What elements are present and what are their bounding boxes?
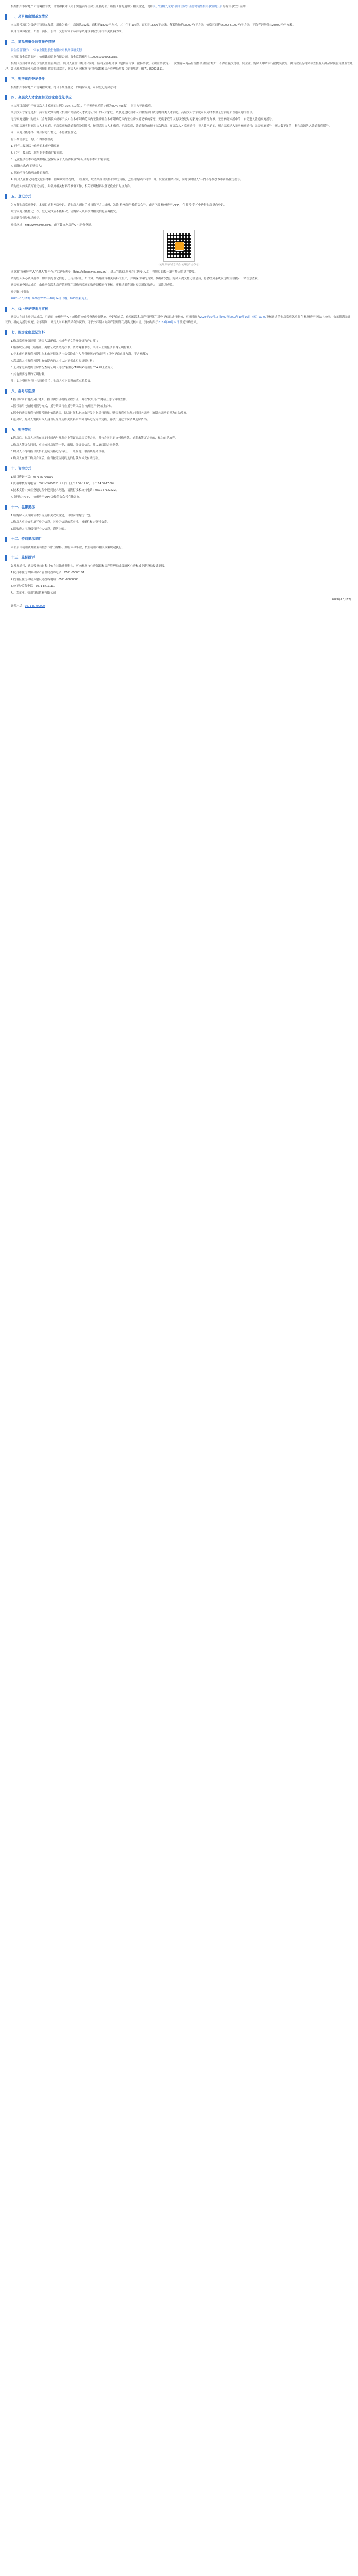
section-paragraph: A. 购房人在登记时提交虚假材料、隐瞒真实情况的，一经查实，取消其摇号资格和购房资格，已签订购房合同的，由开发企业解除合同，同时该购房人3年内不得参加本市商品住房摇号。 [11, 178, 243, 181]
section-paragraph: 请购房人务必认真仔细、如实填写登记信息，上传身份证、户口簿、结婚证等相关资料的照片，并确保资料的真实、准确和完整。购房人提交登记信息后，将会收到系统发送的短信提示，请注意查收。 [11, 277, 261, 280]
section-heading-s10: 十、咨询方式 [5, 466, 353, 471]
section-heading-s6: 六、线上登记查询与审核 [5, 307, 353, 312]
section-paragraph: 资金监管银行：中国农业银行股份有限公司杭州钱塘支行 [11, 49, 82, 52]
highlight-date: 2023年10月15日9:00至2023年10月16日（晚）17:00 [200, 316, 267, 319]
section-heading-s4: 四、高层次人才家庭和无房家庭优先供应 [5, 95, 353, 100]
section-paragraph: 本项目资金监管账户：杭州钱塘置业有限公司，资金监管账号为19020101040059887。 [11, 56, 120, 59]
intro-suffix: 的有关事宜公告如下： [222, 5, 251, 8]
section-paragraph: 1.杭州市住房保障和房产管理局投诉电话：0571-85000151 [11, 571, 85, 574]
app-logo-icon [175, 242, 184, 251]
section-paragraph: 6.其他需要提供的证明材料。 [11, 373, 47, 376]
qr-code-icon[interactable] [163, 230, 195, 262]
section-paragraph: 本次摇号项目为钱塘区钱塘九龙苑，用途为住宅，房源共192套，面积约18200平方米，其中住宅192套，面积约18200平方米。备案均价约28000元/平方米，价格区间约26000-31000元/平方米，平均毛坯均价约28000元/平方米。 [11, 24, 296, 27]
section-paragraph: 2.购房人应当如实填写登记信息，对登记信息的真实性、准确性和完整性负责。 [11, 521, 110, 524]
intro-link[interactable]: 关于“钱塘九龙苑”项目住房公证摇号销售相关事宜的公告 [153, 5, 223, 8]
section-paragraph: 高层次人才家庭是指：持有有效期内的《杭州市高层次人才认定证书》的人才家庭，以及通过杭州市人才服务部门认定的各类人才家庭。高层次人才家庭可以同时参加无房家庭和普通家庭的摇号。 [11, 111, 255, 114]
section-paragraph: 5.无房家庭须提供住房情况查询证明（可在“浙里办”APP或“杭州房产”APP上查询）； [11, 366, 115, 369]
paragraph-text: 购房人在线上登记完成后，可通过“杭州房产”APP或微信公众号查询登记状态。登记截止后，住房保障和房产管理部门对登记信息进行审核，审核时间为 [11, 316, 200, 319]
section-heading-s7: 七、购房家庭登记资料 [5, 330, 353, 335]
contact-line [5, 604, 353, 609]
paragraph-text: 前通知购房人。 [180, 321, 200, 324]
section-paragraph: 根据杭州市房地产市场调控政策，符合下列条件之一的购房家庭，可以登记购房意向： [11, 86, 119, 89]
contact-label: 联系电话： [11, 605, 25, 608]
section-paragraph: 2.钱塘区住房和城乡建设局投诉电话：0571-86888888 [11, 578, 79, 581]
intro-paragraph [5, 4, 353, 9]
section-paragraph: 1.选房后，购房人应当在规定时间内与开发企业签订商品房买卖合同，并按合同约定支付购房款。逾期未签订合同的，视为自动放弃。 [11, 437, 178, 440]
qr-caption: （杭州房地产信息平台“杭州房产”公众号） [157, 263, 201, 266]
section-heading-s3: 三、购房意向登记条件 [5, 77, 353, 82]
section-paragraph: 无需到售楼处现场登记。 [11, 217, 42, 220]
section-paragraph: 4.选房时，购房人需携带本人身份证原件及相关资料原件到现场进行资格复核，复核不通过的取消其选房资格。 [11, 418, 150, 421]
section-paragraph: 1.购房家庭身份证明（购房人及配偶、未成年子女的身份证和户口簿）； [11, 340, 100, 343]
section-paragraph: 1.摇号时间和地点另行通知，摇号由公证机构全程公证，并在“杭州房产”网站上进行网络直播。 [11, 398, 129, 401]
notice-page [0, 0, 358, 619]
section-paragraph [5, 315, 353, 325]
section-paragraph: 无房家庭是指：购房人（含配偶及未成年子女）在本市限购范围内无住房且在本市限购范围内无住房交易记录的家庭。无房家庭的认定以登记时的家庭住房情况为准。无房家庭未摇中的，自动进入普通家庭摇号。 [11, 118, 275, 121]
footer-date: 2023年10月12日 [332, 598, 353, 601]
section-paragraph: 3.摇中的购房家庭按照摇号顺序依次选房，选房时间和地点由开发企业另行通知。购房家庭应在规定时间内选房，逾期未选房的视为自动放弃。 [11, 412, 189, 415]
section-heading-s1: 一、项目和房源基本情况 [5, 14, 353, 20]
section-paragraph: 3.非本市户籍家庭须提供在本市连续缴纳社会保险或个人所得税满2年的证明（以登记截止日为准，不含补缴）； [11, 353, 150, 356]
section-paragraph: 本公告由杭州钱塘置业有限公司负责解释。如有未尽事宜，按照杭州市相关政策规定执行。 [11, 546, 125, 549]
section-paragraph: 登记起止时间： [11, 291, 31, 294]
sections-container [5, 14, 353, 609]
section-paragraph: 4.高层次人才家庭须提供有效期内的人才认定证书或相关证明材料； [11, 360, 96, 363]
section-heading-s12: 十二、特别提示说明 [5, 537, 353, 542]
section-paragraph: 本次项目房源用于高层次人才家庭的比例为10%（19套），用于无房家庭的比例为50%（96套），其余为普通家庭。 [11, 105, 154, 108]
section-paragraph: 1.请购房人认真阅读本公告及相关政策规定，合理安排购房计划。 [11, 514, 93, 517]
section-paragraph: 有下列情形之一的，不得参加摇号： [11, 138, 57, 141]
contact-phone-link[interactable]: 0571-87799999 [25, 605, 45, 608]
section-paragraph: 2.资格审核咨询电话：0571-85000151（工作日上午9:00-12:00，下午14:00-17:00） [11, 482, 116, 485]
section-paragraph: 4.购房人在签订购房合同后，应当按照合同约定的付款方式支付购房款。 [11, 457, 102, 460]
section-paragraph: 同一家庭只能选择一种身份进行登记，不得重复登记。 [11, 131, 79, 134]
section-heading-s11: 十一、温馨提示 [5, 505, 353, 510]
section-heading-s9: 九、购房签约 [5, 428, 353, 433]
qr-code-block [5, 230, 353, 266]
section-heading-s5: 五、登记方式 [5, 194, 353, 199]
section-heading-s2: 二、商品房资金监管账户情况 [5, 40, 353, 45]
section-paragraph: 根据《杭州市商品房预售资金监管办法》，购房人在签订购房合同时，应将全部购房款（包括首付款、按揭贷款、公积金贷款等）一次性存入商品房预售资金监管账户，不得直接交付给开发企业。购房人申请银行按揭贷款的，由贷款银行将贷款直接存入商品房预售资金监管账户。如出现开发企业未经许可擅自收取购房款的，购房人可向杭州市住房保障和房产管理局举报（举报电话：0571-85000151）。 [5, 62, 353, 71]
section-paragraph: 4. 离婚未满2年的购房人； [11, 165, 44, 168]
section-paragraph: 1.项目咨询电话：0571-87799999 [11, 476, 53, 479]
highlight-date: 2023年10月17日 [158, 321, 180, 324]
section-paragraph: 同意在“杭州房产”APP进入“摇号”专栏后进行登记（http://xj.hangzhou.gov.cn/），进入“钱塘九龙苑”项目登记入口，按照页面提示填写登记信息并提交。 [11, 270, 198, 274]
section-paragraph: 5. 其他不符合购房条件的家庭。 [11, 172, 51, 175]
section-paragraph: 3. 无法提供在本市连续缴纳社会保险或个人所得税满2年证明的非本市户籍家庭； [11, 158, 112, 161]
section-paragraph: 4.“浙里办”APP、“杭州房产”APP及微信公众号在线咨询。 [11, 496, 83, 499]
section-paragraph: 如发现摇号、选房及签约过程中存在违法违规行为，可向杭州市住房保障和房产管理局或钱塘区住房和城乡建设局投诉举报。 [11, 565, 167, 568]
section-paragraph: 2.购房人签订合同时，应当核对房屋的户型、面积、价格等信息，并认真阅读合同条款。 [11, 444, 121, 447]
section-paragraph: 4.开发企业：杭州钱塘置业有限公司 [11, 591, 56, 595]
section-paragraph: 3.购房人不得将摇号资格和选房资格进行转让，一经发现，取消其购房资格。 [11, 450, 107, 453]
section-paragraph: 2.婚姻状况证明（结婚证、离婚证或离婚判决书、离婚调解书等，单身人士须提供单身证明材料）； [11, 346, 134, 349]
registration-time-range: 2023年10月13日9:00至2023年10月14日（晚）8:00结束为止。 [11, 297, 90, 300]
section-paragraph: 3.技术支持：如在登记过程中遇到技术问题，请拨打技术支持电话：0571-87122222。 [11, 489, 119, 492]
section-paragraph: 3.请购房人注意保管好个人信息，谨防诈骗。 [11, 528, 68, 531]
paragraph-text: 审核通过的购房家庭名单将在“杭州房产”网站上公示，公示期满无异议的，确定为摇号家庭。公示期间，购房人对审核结果有异议的，可于公示期内向房产管理部门提出复核申请，复核结果于 [5, 316, 351, 324]
section-heading-s8: 八、摇号与选房 [5, 389, 353, 394]
section-paragraph: 登录网址：http://www.tmsf.com/，或下载杭州房产APP进行登记。 [11, 224, 94, 227]
section-paragraph: 购房家庭登记完成后，由住房保障和房产管理部门对购房家庭的购房资格进行审核，审核结果将通过短信通知购房人，请注意查收。 [11, 284, 176, 287]
section-paragraph: 为方便购房家庭登记，本项目实行网络登记。请购房人通过手机扫描下方二维码，关注“杭州房产”微信公众号，或者下载“杭州房产”APP，在“摇号”专栏中进行购房意向登记。 [11, 204, 227, 207]
section-paragraph: 2. 已有一套及以上住房的非本市户籍家庭； [11, 151, 66, 155]
section-paragraph: 3.公证处监督电话：0571-87111111 [11, 585, 55, 588]
section-paragraph: 请购房人如实填写登记信息，并做好相关材料的准备工作，相关证明材料以登记截止日时点为准。 [11, 185, 133, 188]
intro-text: 根据杭州市房地产市场调控的统一部署和我市《关于实施商品住房公证摇号公开销售工作的通知》相关规定，现将 [11, 5, 153, 8]
section-paragraph: 购房家庭只能登记一次，登记完成后不能修改，请购房人认真核对相关信息后再提交。 [11, 210, 119, 213]
section-paragraph: 项目的具体位置、户型、面积、价格、交付时间和标准等以建设单位公布的相关资料为准。 [11, 30, 125, 33]
section-paragraph: 本项目房源实行高层次人才家庭、无房家庭和普通家庭分别摇号，按照高层次人才家庭、无房家庭、普通家庭的顺序依次选房。高层次人才家庭摇号中签人数不足的，剩余房源纳入无房家庭摇号；无房家庭摇号中签人数不足的，剩余房源纳入普通家庭摇号。 [11, 125, 332, 128]
section-paragraph: 注：以上资料均须上传原件照片，购房人应对资料的真实性负责。 [11, 380, 93, 383]
section-paragraph: 1. 已有二套及以上住房的本市户籍家庭； [11, 145, 62, 148]
section-heading-s13: 十三、监督投诉 [5, 555, 353, 561]
section-paragraph: 2.摇号采用电脑随机摇号方式，摇号结果将在摇号结束后在“杭州房产”网站上公布。 [11, 405, 115, 408]
